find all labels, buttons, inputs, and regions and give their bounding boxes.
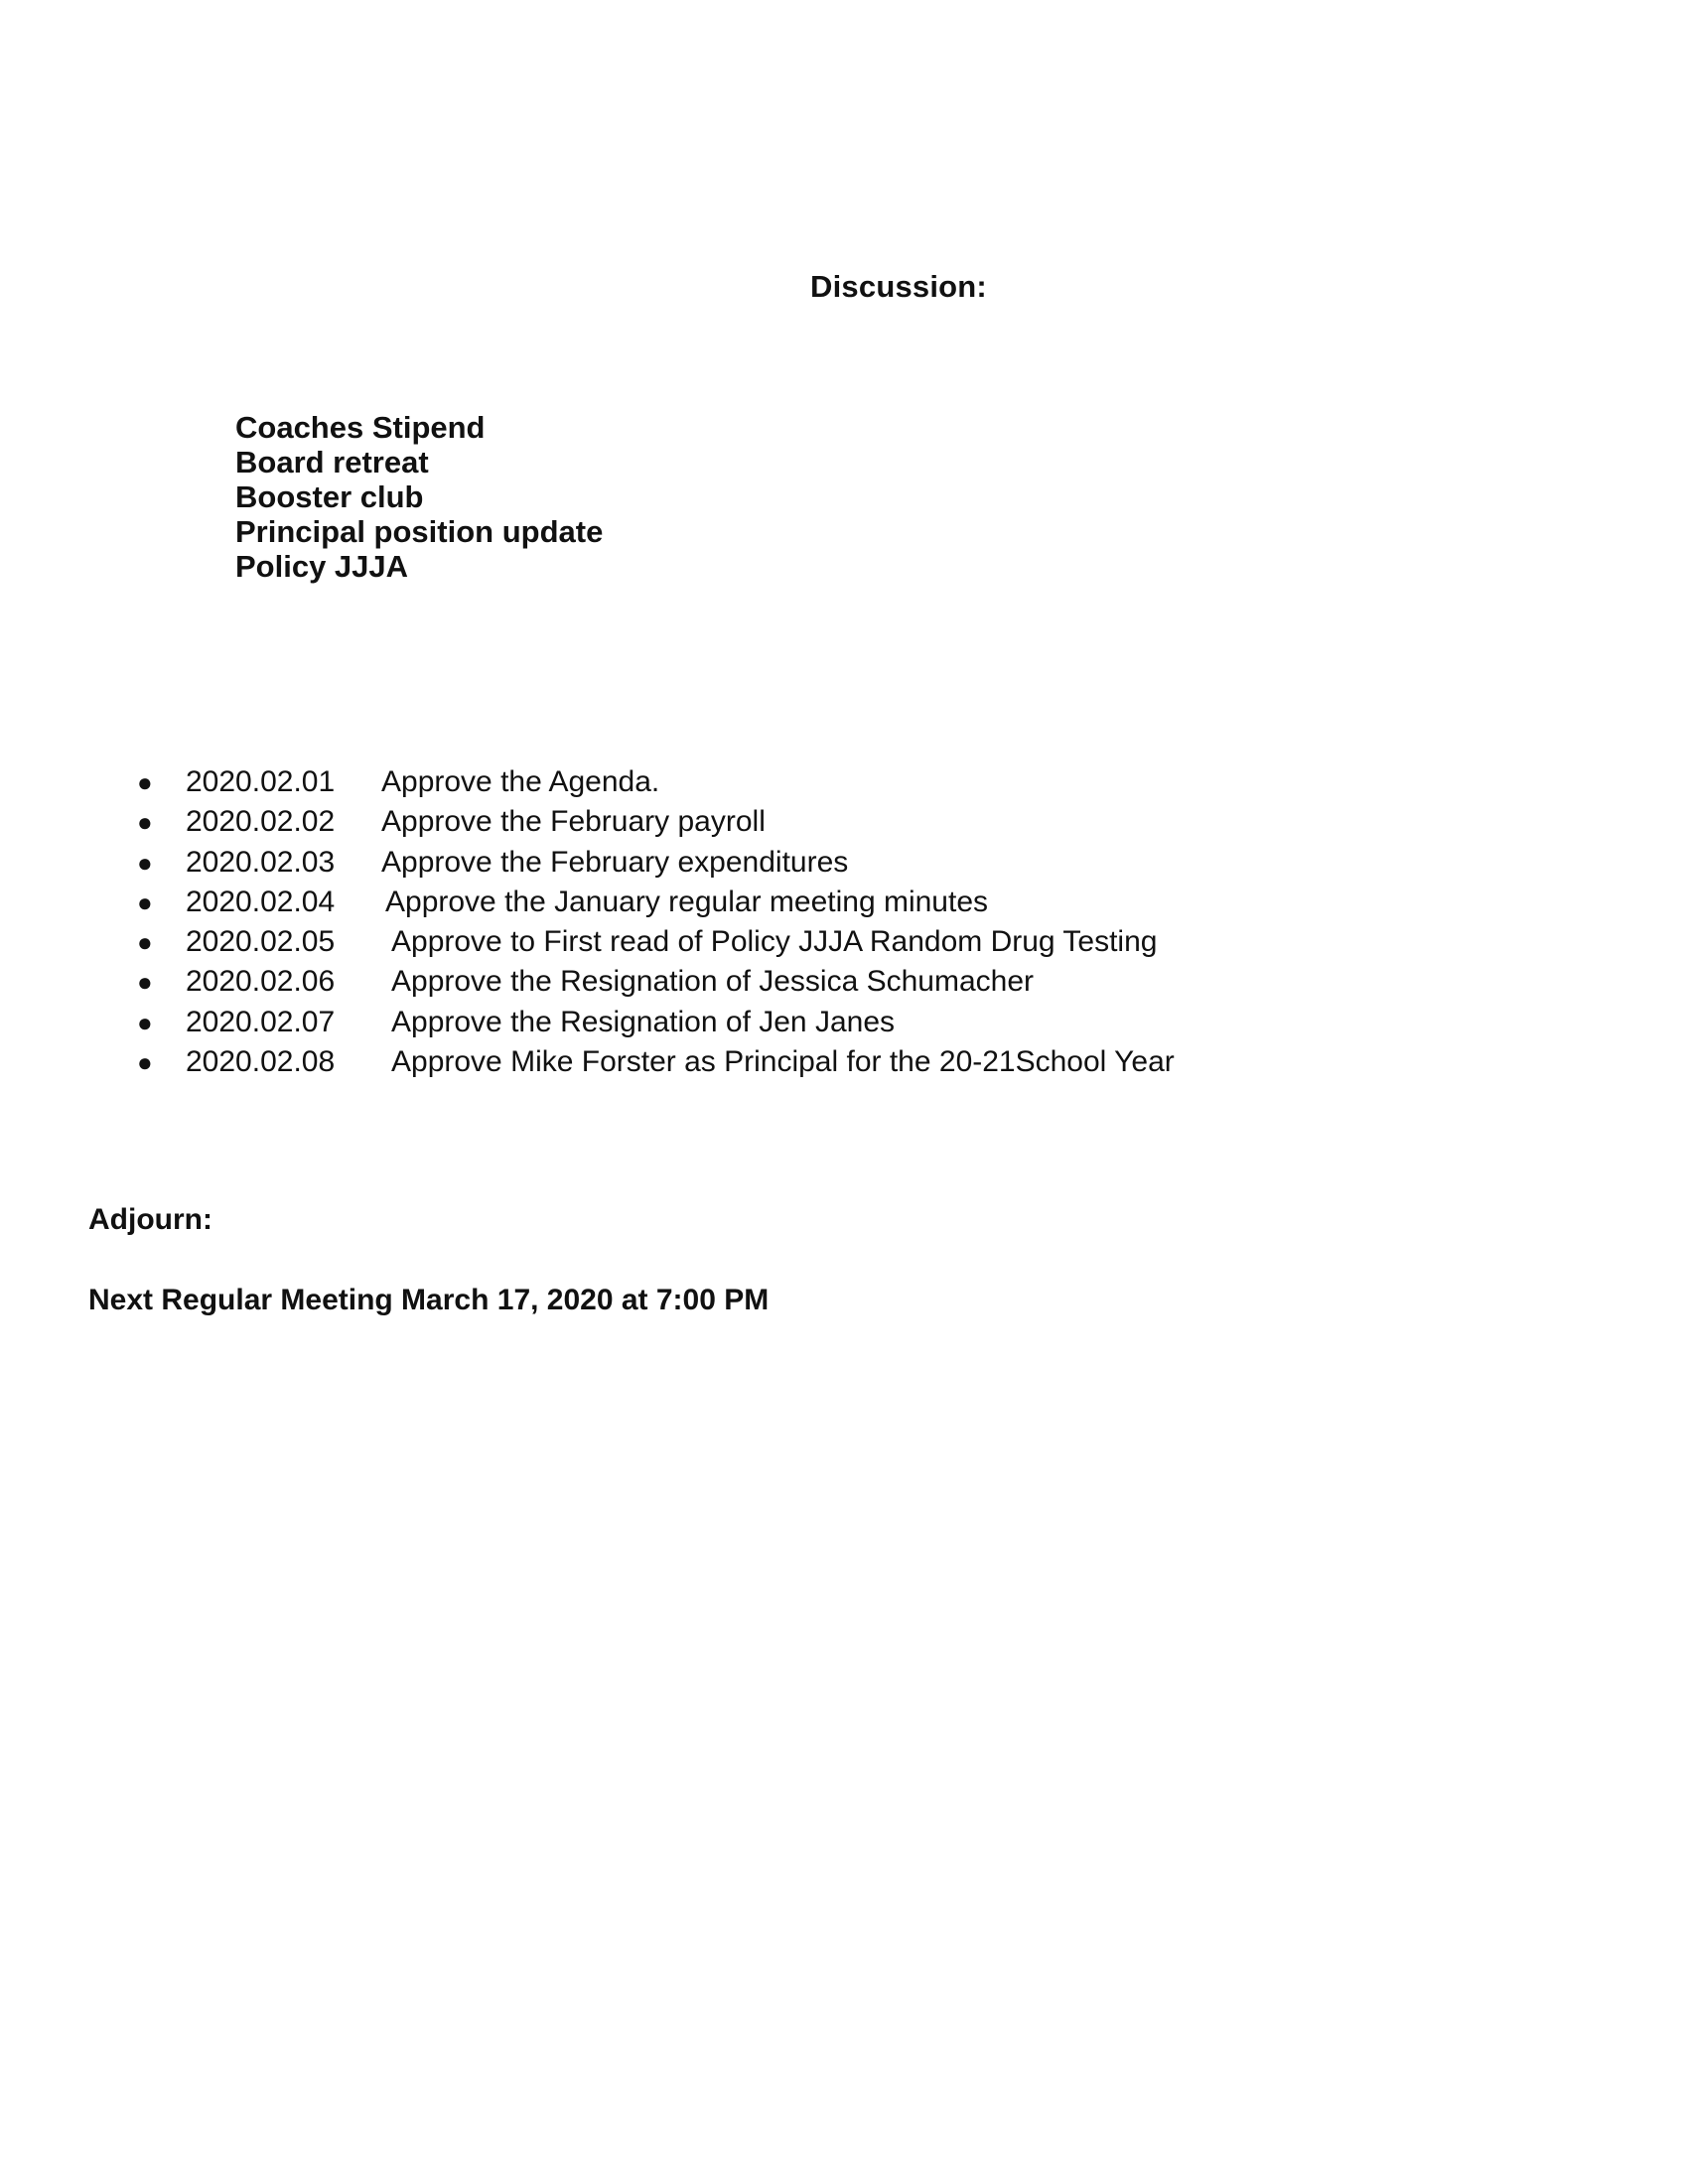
bullet-icon: ● <box>137 847 153 878</box>
motion-text: Approve the February expenditures <box>381 845 849 879</box>
bullet-icon: ● <box>137 1007 153 1037</box>
bullet-icon: ● <box>137 967 153 998</box>
discussion-item: Principal position update <box>235 514 604 549</box>
motion-text: Approve the February payroll <box>381 805 766 839</box>
motion-text: Approve the Resignation of Jen Janes <box>391 1005 895 1038</box>
motion-number: 2020.02.03 <box>186 845 336 879</box>
motion-text: Approve Mike Forster as Principal for the 20-21School Year <box>391 1045 1175 1079</box>
motion-number: 2020.02.01 <box>186 765 336 798</box>
discussion-list <box>235 410 603 584</box>
motion-number: 2020.02.05 <box>186 925 336 959</box>
discussion-heading-text: Discussion: <box>810 269 987 304</box>
motion-text: Approve to First read of Policy JJJA Random Drug Testing <box>391 925 1158 959</box>
motion-text: Approve the Agenda. <box>381 765 660 798</box>
motion-number: 2020.02.04 <box>186 885 336 918</box>
adjourn-label: Adjourn: <box>88 1203 212 1236</box>
bullet-icon: ● <box>137 927 153 958</box>
discussion-item: Coaches Stipend <box>235 410 486 445</box>
next-meeting-notice: Next Regular Meeting March 17, 2020 at 7:00 PM <box>88 1284 770 1316</box>
motion-number: 2020.02.02 <box>186 805 336 839</box>
bullet-icon: ● <box>137 767 153 797</box>
motion-text: Approve the January regular meeting minutes <box>385 885 989 918</box>
bullet-icon: ● <box>137 887 153 917</box>
discussion-item: Board retreat <box>235 445 429 479</box>
discussion-item: Booster club <box>235 479 424 514</box>
discussion-heading <box>0 269 1688 305</box>
bullet-icon: ● <box>137 1047 153 1078</box>
discussion-item: Policy JJJA <box>235 549 409 584</box>
motion-number: 2020.02.06 <box>186 965 336 999</box>
motion-number: 2020.02.08 <box>186 1045 336 1079</box>
bullet-icon: ● <box>137 807 153 838</box>
motion-text: Approve the Resignation of Jessica Schumacher <box>391 965 1035 999</box>
motion-number: 2020.02.07 <box>186 1005 336 1038</box>
